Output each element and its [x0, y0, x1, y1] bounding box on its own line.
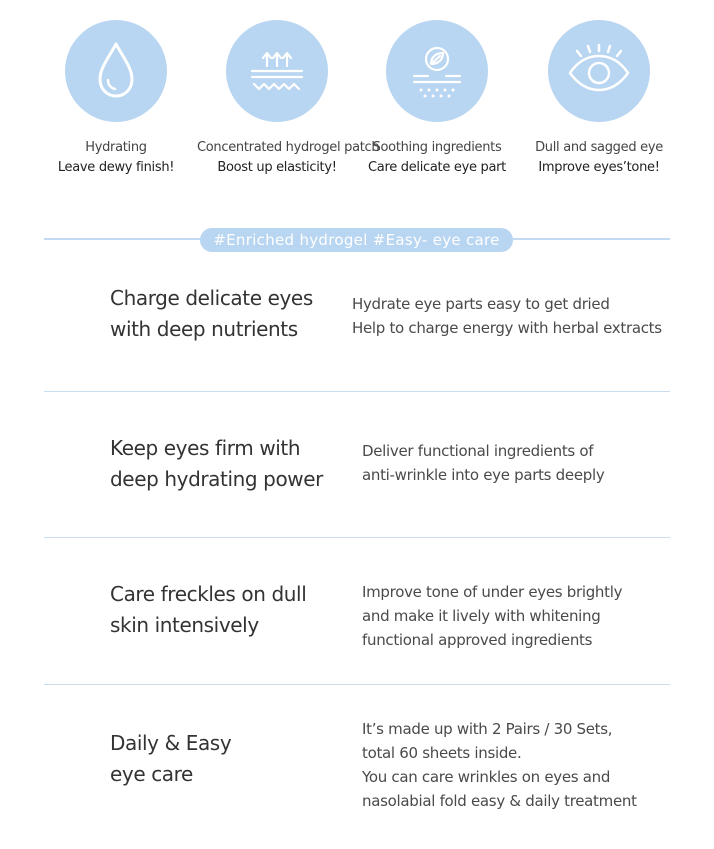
benefit-description: [352, 292, 662, 340]
feature-subcaption: Boost up elasticity!: [217, 160, 337, 175]
feature-circle: [226, 20, 328, 122]
benefit-description: [362, 439, 604, 487]
benefit-desc-line: Deliver functional ingredients of: [362, 442, 594, 460]
feature-subcaption: Care delicate eye part: [368, 160, 506, 175]
feature-subcaption: Improve eyes’tone!: [538, 160, 660, 175]
benefit-title-line: with deep nutrients: [110, 317, 298, 341]
benefit-title: [110, 728, 231, 790]
feature-hydrogel-patch: [197, 20, 380, 178]
section-divider: [44, 391, 670, 392]
benefit-title-line: Keep eyes firm with: [110, 436, 301, 460]
eye-icon: [548, 20, 650, 122]
benefit-title-line: eye care: [110, 762, 193, 786]
water-drop-icon: [65, 20, 167, 122]
benefit-description: [362, 580, 622, 652]
benefit-desc-line: You can care wrinkles on eyes and: [362, 768, 611, 786]
feature-caption: Hydrating: [85, 140, 147, 155]
benefit-desc-line: Help to charge energy with herbal extracts: [352, 319, 662, 337]
feature-hydrating: [36, 20, 196, 178]
leaf-soothing-icon: [386, 20, 488, 122]
benefit-title: [110, 579, 306, 641]
section-divider: [44, 684, 670, 685]
benefit-title-line: Daily & Easy: [110, 731, 232, 755]
benefit-title: [110, 283, 313, 345]
feature-circle: [548, 20, 650, 122]
feature-subcaption: Leave dewy finish!: [57, 160, 175, 175]
benefit-title-line: skin intensively: [110, 613, 259, 637]
feature-circle: [65, 20, 167, 122]
benefit-desc-line: It’s made up with 2 Pairs / 30 Sets,: [362, 720, 613, 738]
feature-caption: Dull and sagged eye: [535, 140, 663, 155]
section-divider: [44, 537, 670, 538]
hashtag-banner: #Enriched hydrogel #Easy- eye care: [200, 228, 513, 252]
feature-caption: Concentrated hydrogel patch: [197, 140, 380, 155]
feature-caption: Soothing ingredients: [372, 140, 502, 155]
benefit-desc-line: total 60 sheets inside.: [362, 744, 522, 762]
feature-circle: [386, 20, 488, 122]
feature-soothing: [357, 20, 517, 178]
benefit-title-line: Charge delicate eyes: [110, 286, 313, 310]
benefit-title-line: deep hydrating power: [110, 467, 323, 491]
benefit-desc-line: nasolabial fold easy & daily treatment: [362, 792, 637, 810]
benefit-desc-line: and make it lively with whitening: [362, 607, 601, 625]
benefit-desc-line: Hydrate eye parts easy to get dried: [352, 295, 610, 313]
benefit-desc-line: anti-wrinkle into eye parts deeply: [362, 466, 605, 484]
benefit-title: [110, 433, 323, 495]
benefit-desc-line: Improve tone of under eyes brightly: [362, 583, 623, 601]
hydrogel-patch-icon: [226, 20, 328, 122]
feature-eye-tone: [519, 20, 679, 178]
benefit-desc-line: functional approved ingredients: [362, 631, 593, 649]
benefit-description: [362, 717, 637, 813]
benefit-title-line: Care freckles on dull: [110, 582, 307, 606]
